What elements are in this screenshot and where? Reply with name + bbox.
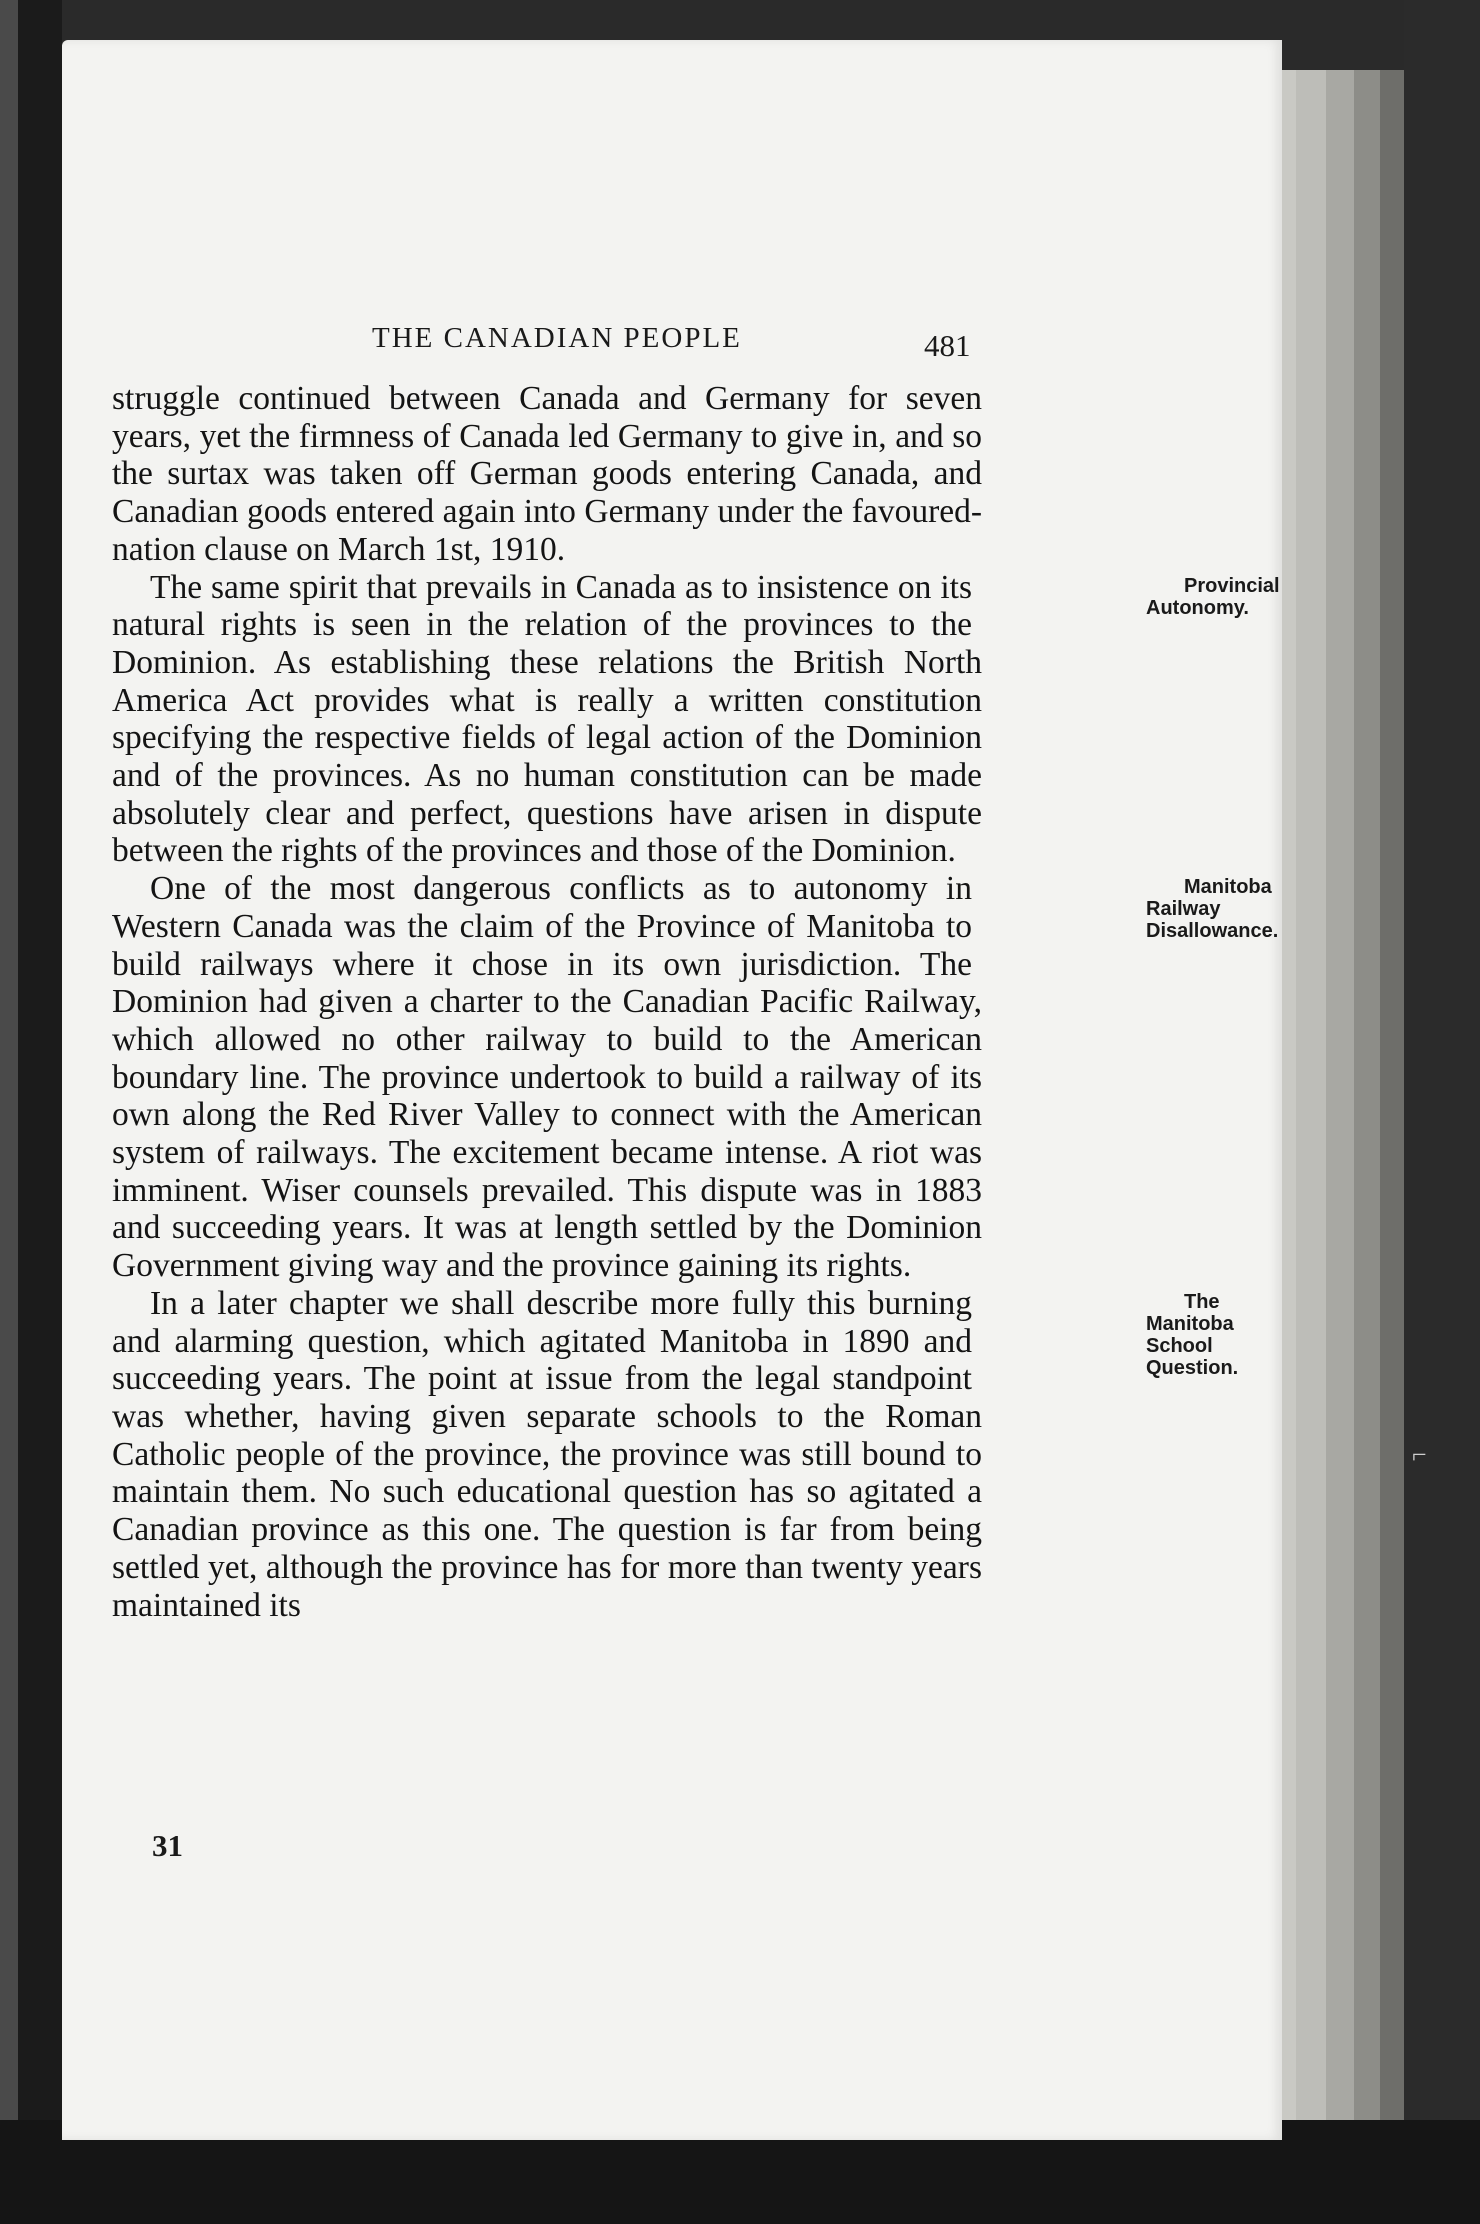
gutter-edge xyxy=(0,0,18,2224)
running-head: THE CANADIAN PEOPLE xyxy=(372,322,742,354)
page-edges xyxy=(1326,70,1357,2160)
page-number: 481 xyxy=(924,328,971,363)
signature-mark: 31 xyxy=(152,1828,183,1863)
book-page xyxy=(62,40,1282,2140)
sidenote-provincial-autonomy: Provincial Autonomy. xyxy=(1146,574,1280,619)
sidenote-manitoba-school: The Manitoba School Question. xyxy=(1146,1290,1239,1379)
page-edges xyxy=(1296,70,1329,2160)
paragraph-1: struggle continued between Canada and Germany for seven years, yet the firmness of Canada led Germany to give in, and so the surtax was taken off German goods entering Canada, and Canadian goods entered again into Germany under the favoured-nation clause on March 1st, 1910. xyxy=(112,380,982,568)
book-gutter xyxy=(0,0,62,2224)
page-header xyxy=(62,322,1282,362)
paragraph-3 xyxy=(112,870,1279,1285)
paragraph-2 xyxy=(112,568,1280,871)
page-edges xyxy=(1354,70,1382,2160)
paragraph-4 xyxy=(112,1284,1239,1624)
body-text xyxy=(112,380,1280,1624)
paragraph-3-text: One of the most dangerous conflicts as to autonomy in Western Canada was the claim of the Province of Manitoba to build railways where it chose in its own jurisdiction. The Dominion had given a charter to the Canadian Pacific Railway, which allowed no other railway to build to the American boundary line. The province undertook to build a railway of its own along the Red River Valley to connect with the American system of railways. The excitement became intense. A riot was imminent. Wiser counsels prevailed. This dispute was in 1883 and succeeding years. It was at length settled by the Dominion Government giving way and the province gaining its rights. xyxy=(112,870,982,1285)
background-right xyxy=(1404,0,1480,2224)
sidenote-manitoba-railway: Manitoba Railway Disallowance. xyxy=(1146,876,1279,943)
page-edges xyxy=(1380,70,1406,2160)
paragraph-2-text: The same spirit that prevails in Canada as to insistence on its natural rights is seen in the relation of the provinces to the Dominion. As establishing these relations the British North America Act provides what is really a written constitution specifying the respective fields of legal action of the Dominion and of the provinces. As no human constitution can be made absolutely clear and perfect, questions have arisen in dispute between the rights of the provinces and those of the Dominion. xyxy=(112,568,982,870)
edge-mark: ⌐ xyxy=(1412,1440,1427,1469)
paragraph-4-text: In a later chapter we shall describe more fully this burning and alarming question, which agitated Manitoba in 1890 and succeeding years. The point at issue from the legal standpoint was whether, having given separate schools to the Roman Catholic people of the province, the province was still bound to maintain them. No such educational question has so agitated a Canadian province as this one. The question is far from being settled yet, although the province has for more than twenty years maintained its xyxy=(112,1284,982,1624)
